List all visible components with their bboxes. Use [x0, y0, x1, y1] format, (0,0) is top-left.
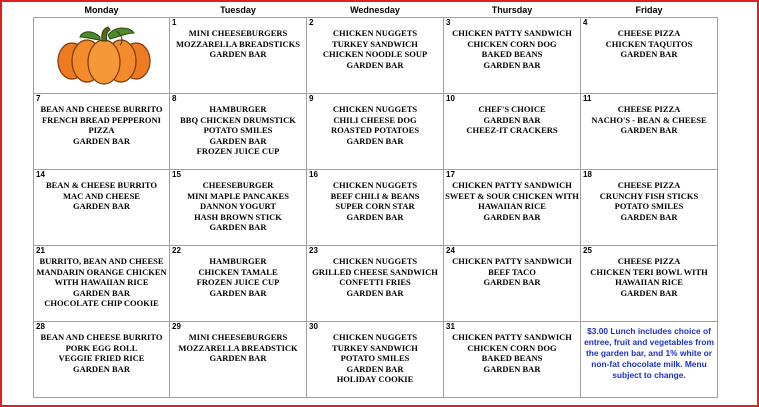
menu-item: GARDEN BAR	[483, 114, 541, 125]
menu-item: BEAN AND CHEESE BURRITO	[40, 104, 163, 114]
menu-item: MANDARIN ORANGE CHICKEN	[36, 266, 167, 277]
menu-item: GARDEN BAR	[620, 125, 678, 135]
menu-item: MOZZARELLA BREADSTICKS	[176, 38, 300, 49]
date-number: 10	[446, 94, 455, 103]
date-number: 24	[446, 246, 455, 255]
menu-item: SWEET & SOUR CHICKEN WITH	[445, 190, 579, 201]
date-number: 11	[583, 94, 592, 103]
day-cell-thursday	[444, 322, 581, 398]
menu-item: HAWAIIAN RICE	[478, 201, 546, 211]
menu-items	[307, 18, 443, 70]
menu-item: FROZEN JUICE CUP	[196, 146, 280, 156]
menu-item: BEEF CHILI & BEANS	[330, 190, 420, 201]
menu-item: GARDEN BAR	[346, 135, 404, 146]
menu-items	[307, 94, 443, 146]
menu-item: POTATO SMILES	[614, 201, 684, 211]
week-row	[34, 170, 718, 246]
week-row	[34, 322, 718, 398]
menu-items	[34, 322, 169, 374]
menu-item: CHEESE PIZZA	[617, 256, 681, 266]
day-cell-monday	[34, 246, 170, 322]
menu-item: CHEF'S CHOICE	[478, 104, 546, 114]
day-cell-thursday	[444, 94, 581, 170]
menu-item: BEEF TACO	[488, 266, 536, 277]
day-header-wednesday: Wednesday	[350, 5, 400, 15]
menu-item: CHILI CHEESE DOG	[333, 114, 417, 125]
menu-item: HAWAIIAN RICE	[615, 277, 683, 287]
menu-item: CHEESE PIZZA	[617, 104, 681, 114]
menu-item: PORK EGG ROLL	[65, 342, 138, 353]
menu-item: CHICKEN CORN DOG	[467, 342, 557, 353]
menu-item: MAC AND CHEESE	[63, 190, 140, 201]
menu-item: GARDEN BAR	[620, 287, 678, 298]
date-number: 14	[36, 170, 45, 179]
menu-item: GARDEN BAR	[73, 363, 130, 374]
menu-item: GARDEN BAR	[483, 277, 541, 287]
menu-item: MINI CHEESEBURGERS	[188, 28, 288, 38]
lunch-price-note: $3.00 Lunch includes choice of entree, fruit and vegetables from the garden bar, and 1% white or non-fat chocolate milk. Menu subject to change.	[584, 326, 714, 380]
menu-item: GARDEN BAR	[483, 363, 541, 374]
menu-item: CONFETTI FRIES	[339, 277, 411, 287]
day-header-tuesday: Tuesday	[220, 5, 256, 15]
date-number: 1	[172, 18, 177, 27]
menu-items	[444, 94, 580, 136]
menu-item: GRILLED CHEESE SANDWICH	[312, 266, 438, 277]
menu-item: CHICKEN NOODLE SOUP	[322, 49, 428, 59]
menu-items	[170, 170, 306, 233]
menu-items	[34, 246, 169, 309]
date-number: 7	[36, 94, 41, 103]
menu-item: MINI CHEESEBURGERS	[188, 332, 288, 342]
menu-item: VEGGIE FRIED RICE	[58, 353, 145, 363]
day-header-monday: Monday	[84, 5, 119, 15]
day-cell-monday	[34, 170, 170, 246]
menu-item: CHICKEN CORN DOG	[467, 38, 557, 49]
day-cell-monday	[34, 322, 170, 398]
day-cell-friday	[581, 246, 718, 322]
menu-item: CHEEZ-IT CRACKERS	[466, 125, 558, 135]
day-cell-thursday	[444, 170, 581, 246]
menu-items	[34, 170, 169, 212]
day-cell-wednesday	[307, 94, 444, 170]
menu-item: CHEESEBURGER	[202, 180, 274, 190]
menu-items	[170, 322, 306, 364]
date-number: 16	[309, 170, 318, 179]
day-cell-tuesday	[170, 322, 307, 398]
menu-item: CRUNCHY FISH STICKS	[599, 190, 699, 201]
menu-item: TURKEY SANDWICH	[332, 38, 418, 49]
menu-item: CHEESE PIZZA	[617, 180, 681, 190]
week-row	[34, 246, 718, 322]
date-number: 23	[309, 246, 318, 255]
date-number: 18	[583, 170, 592, 179]
menu-item: CHICKEN PATTY SANDWICH	[452, 256, 572, 266]
day-cell-tuesday	[170, 246, 307, 322]
day-cell-tuesday	[170, 170, 307, 246]
menu-item: GARDEN BAR	[209, 135, 267, 146]
menu-item: CHICKEN TAQUITOS	[605, 38, 693, 49]
menu-item: DANNON YOGURT	[199, 201, 277, 211]
date-number: 9	[309, 94, 314, 103]
menu-item: CHICKEN NUGGETS	[332, 256, 418, 266]
menu-item: GARDEN BAR	[209, 222, 267, 232]
menu-items	[307, 246, 443, 298]
menu-item: NACHO'S - BEAN & CHEESE	[591, 114, 707, 125]
menu-item: GARDEN BAR	[346, 59, 404, 70]
day-cell-friday	[581, 18, 718, 94]
date-number: 2	[309, 18, 314, 27]
menu-item: CHICKEN NUGGETS	[332, 332, 418, 342]
menu-items	[444, 322, 580, 374]
menu-items	[581, 94, 717, 136]
menu-item: BEAN AND CHEESE BURRITO	[40, 332, 163, 342]
day-cell-tuesday	[170, 94, 307, 170]
menu-item: CHICKEN PATTY SANDWICH	[452, 28, 572, 38]
day-cell-thursday	[444, 18, 581, 94]
menu-item: CHICKEN NUGGETS	[332, 28, 418, 38]
menu-item: BEAN & CHEESE BURRITO	[45, 180, 158, 190]
menu-items	[444, 170, 580, 222]
menu-items	[34, 94, 169, 146]
menu-item: GARDEN BAR	[209, 353, 267, 363]
day-cell-monday	[34, 18, 170, 94]
week-row	[34, 18, 718, 94]
menu-items	[307, 170, 443, 222]
menu-item: SUPER CORN STAR	[335, 201, 415, 211]
date-number: 21	[36, 246, 45, 255]
menu-item: MOZZARELLA BREADSTICK	[178, 342, 298, 353]
menu-items	[170, 94, 306, 157]
menu-item: GARDEN BAR	[346, 363, 404, 374]
day-cell-tuesday	[170, 18, 307, 94]
date-number: 4	[583, 18, 588, 27]
menu-item: CHICKEN NUGGETS	[332, 104, 418, 114]
menu-item: GARDEN BAR	[620, 211, 678, 222]
lunch-menu-calendar	[33, 3, 718, 398]
menu-item: MINI MAPLE PANCAKES	[187, 190, 289, 201]
menu-item: CHOCOLATE CHIP COOKIE	[44, 298, 159, 308]
menu-item: GARDEN BAR	[620, 49, 678, 59]
menu-item: CHICKEN PATTY SANDWICH	[452, 332, 572, 342]
menu-item: GARDEN BAR	[73, 287, 130, 298]
weekday-header-row	[34, 3, 718, 18]
date-number: 25	[583, 246, 592, 255]
menu-item: GARDEN BAR	[483, 59, 541, 70]
menu-item: FRENCH BREAD PEPPERONI	[41, 114, 161, 125]
menu-items	[444, 246, 580, 288]
menu-items	[307, 322, 443, 385]
menu-item: CHEESE PIZZA	[617, 28, 681, 38]
menu-item: PIZZA	[88, 125, 115, 135]
day-cell-monday	[34, 94, 170, 170]
date-number: 29	[172, 322, 181, 331]
menu-item: POTATO SMILES	[203, 125, 273, 135]
menu-items	[581, 170, 717, 222]
day-cell-friday	[581, 170, 718, 246]
menu-item: BAKED BEANS	[481, 353, 543, 363]
menu-item: GARDEN BAR	[346, 211, 404, 222]
date-number: 31	[446, 322, 455, 331]
day-cell-friday	[581, 94, 718, 170]
day-cell-thursday	[444, 246, 581, 322]
date-number: 3	[446, 18, 451, 27]
menu-item: FROZEN JUICE CUP	[196, 277, 280, 287]
menu-item: CHICKEN PATTY SANDWICH	[452, 180, 572, 190]
menu-item: ROASTED POTATOES	[330, 125, 420, 135]
date-number: 28	[36, 322, 45, 331]
menu-item: CHICKEN TERI BOWL WITH	[590, 266, 708, 277]
menu-item: TURKEY SANDWICH	[332, 342, 418, 353]
menu-item: GARDEN BAR	[209, 287, 267, 298]
menu-item: BBQ CHICKEN DRUMSTICK	[180, 114, 296, 125]
day-cell-wednesday	[307, 246, 444, 322]
menu-item: GARDEN BAR	[483, 211, 541, 222]
day-cell-wednesday	[307, 322, 444, 398]
day-cell-wednesday	[307, 170, 444, 246]
day-header-friday: Friday	[635, 5, 663, 15]
date-number: 15	[172, 170, 181, 179]
day-cell-wednesday	[307, 18, 444, 94]
menu-items	[170, 18, 306, 60]
menu-item: BURRITO, BEAN AND CHEESE	[39, 256, 164, 266]
menu-item: GARDEN BAR	[346, 287, 404, 298]
menu-item: HOLIDAY COOKIE	[336, 374, 414, 384]
date-number: 17	[446, 170, 455, 179]
week-row	[34, 94, 718, 170]
menu-items	[444, 18, 580, 70]
menu-item: POTATO SMILES	[340, 353, 410, 363]
menu-item: HAMBURGER	[209, 104, 267, 114]
date-number: 30	[309, 322, 318, 331]
menu-item: BAKED BEANS	[481, 49, 543, 59]
menu-item: HAMBURGER	[209, 256, 267, 266]
date-number: 8	[172, 94, 177, 103]
menu-item: WITH HAWAIIAN RICE	[54, 277, 149, 287]
menu-item: GARDEN BAR	[209, 49, 267, 59]
date-number: 22	[172, 246, 181, 255]
menu-item: CHICKEN TAMALE	[198, 266, 278, 277]
menu-items	[581, 18, 717, 60]
menu-item: GARDEN BAR	[73, 135, 130, 146]
menu-item: CHICKEN NUGGETS	[332, 180, 418, 190]
menu-item: HASH BROWN STICK	[194, 211, 282, 222]
menu-items	[581, 246, 717, 298]
menu-items	[170, 246, 306, 298]
day-header-thursday: Thursday	[491, 5, 533, 15]
day-cell-friday	[581, 322, 718, 398]
menu-item: GARDEN BAR	[73, 201, 130, 211]
